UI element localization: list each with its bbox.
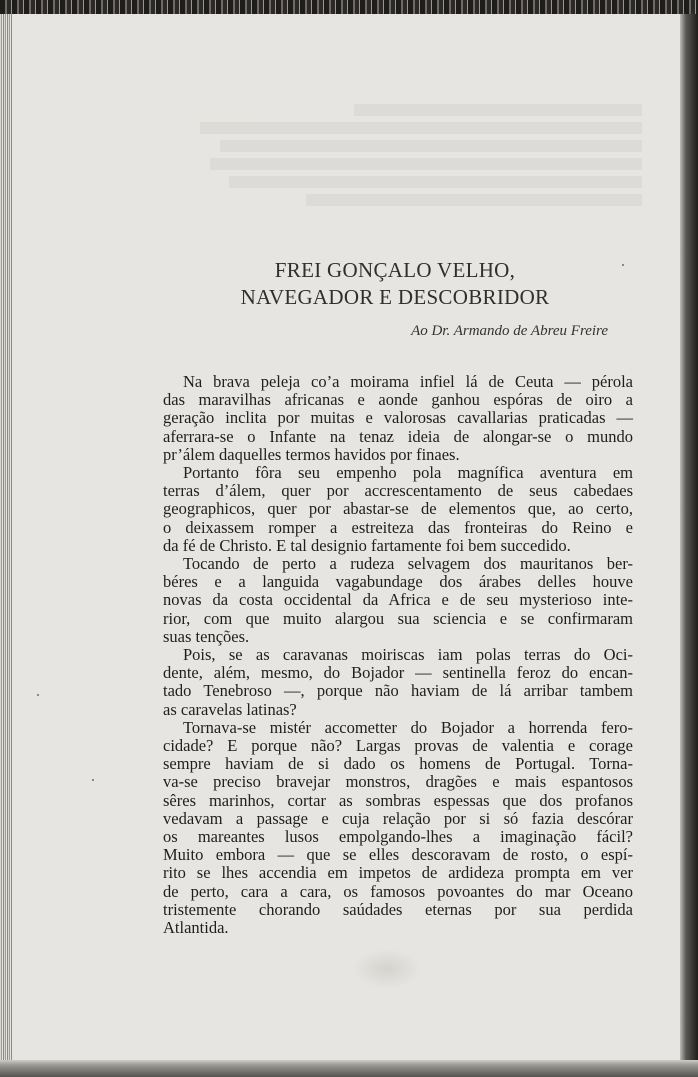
text-line: Tocando de perto a rudeza selvagem dos mauritanos ber- <box>183 554 633 574</box>
article-title <box>160 257 630 311</box>
text-line: Portanto fôra seu empenho pola magnífica aventura em <box>183 463 633 483</box>
page-right-edge <box>680 14 698 1077</box>
bleed-through-text <box>162 104 642 212</box>
text-line: geração inclita por muitas e valorosas cavallarias praticadas — <box>163 408 633 428</box>
text-line: os mareantes lusos empolgando-lhes a imaginação fácil? <box>163 827 633 847</box>
paragraph <box>163 555 633 646</box>
text-line: sempre haviam de si dado os homens de Portugal. Torna- <box>163 754 633 774</box>
title-line-2: NAVEGADOR E DESCOBRIDOR <box>240 285 550 309</box>
text-line: suas tenções. <box>163 626 250 646</box>
text-line: das maravilhas africanas e aonde ganhou espóras de oiro a <box>163 390 633 410</box>
text-line: va-se preciso bravejar monstros, dragões e mais espantosos <box>163 772 633 792</box>
text-line: as caravelas latinas? <box>163 699 297 719</box>
text-line: rito se lhes accendia em impetos de ardideza prompta em ver <box>163 863 633 883</box>
text-line: Atlantida. <box>163 918 229 938</box>
text-line: cidade? E porque não? Largas provas de valentia e corage <box>163 736 633 756</box>
title-line-1: FREI GONÇALO VELHO, <box>274 258 516 282</box>
dedication: Ao Dr. Armando de Abreu Freire <box>411 323 608 339</box>
text-line: terras d’álem, quer por accrescentamento de seus cabedaes <box>163 481 633 501</box>
page-bottom-edge <box>0 1060 698 1077</box>
paper-speck <box>37 694 39 696</box>
text-line: geographicos, quer por abastar-se de elementos que, ao certo, <box>163 499 633 519</box>
text-line: vedavam a passage e cuja relação por si só fazia descórar <box>163 808 633 828</box>
paragraph <box>163 373 633 464</box>
text-line: novas da costa occidental da Africa e de seu mysterioso inte- <box>163 590 633 610</box>
text-line: Pois, se as caravanas moiriscas iam polas terras do Oci- <box>183 645 633 665</box>
text-line: pr’álem daquelles termos havidos por finaes. <box>163 444 460 464</box>
paragraph <box>163 464 633 555</box>
paper-stain <box>352 949 422 989</box>
paper-speck <box>92 779 94 781</box>
text-line: de perto, cara a cara, os famosos povoantes do mar Oceano <box>163 881 633 901</box>
text-line: Tornava-se mistér accometter do Bojador a horrenda fero- <box>183 717 633 737</box>
article-body <box>163 373 633 937</box>
text-line: Na brava peleja co’a moirama infiel lá de Ceuta — pérola <box>183 372 633 391</box>
text-line: o deixassem romper a estreiteza das fronteiras do Reino e <box>163 517 633 537</box>
text-line: dente, além, mesmo, do Bojador — sentinella feroz do encan- <box>163 663 633 683</box>
text-line: Muito embora — que se elles descoravam de rosto, o espí- <box>163 845 633 865</box>
text-line: tado Tenebroso —, porque não haviam de lá arribar tambem <box>163 681 633 701</box>
text-line: béres e a languida vagabundage dos árabes delles houve <box>163 572 633 592</box>
paragraph <box>163 719 633 937</box>
text-line: da fé de Christo. E tal designio fartamente foi bem succedido. <box>163 535 571 555</box>
text-line: aferrara-se o Infante na tenaz ideia de alongar-se o mundo <box>163 426 633 446</box>
paragraph <box>163 646 633 719</box>
text-line: tristemente chorando saúdades eternas por sua perdida <box>163 899 633 919</box>
text-line: rior, com que muito alargou sua sciencia e se confirmaram <box>163 608 633 628</box>
text-line: sêres marinhos, cortar as sombras espessas que dos profanos <box>163 790 633 810</box>
page-left-edge <box>0 14 12 1077</box>
